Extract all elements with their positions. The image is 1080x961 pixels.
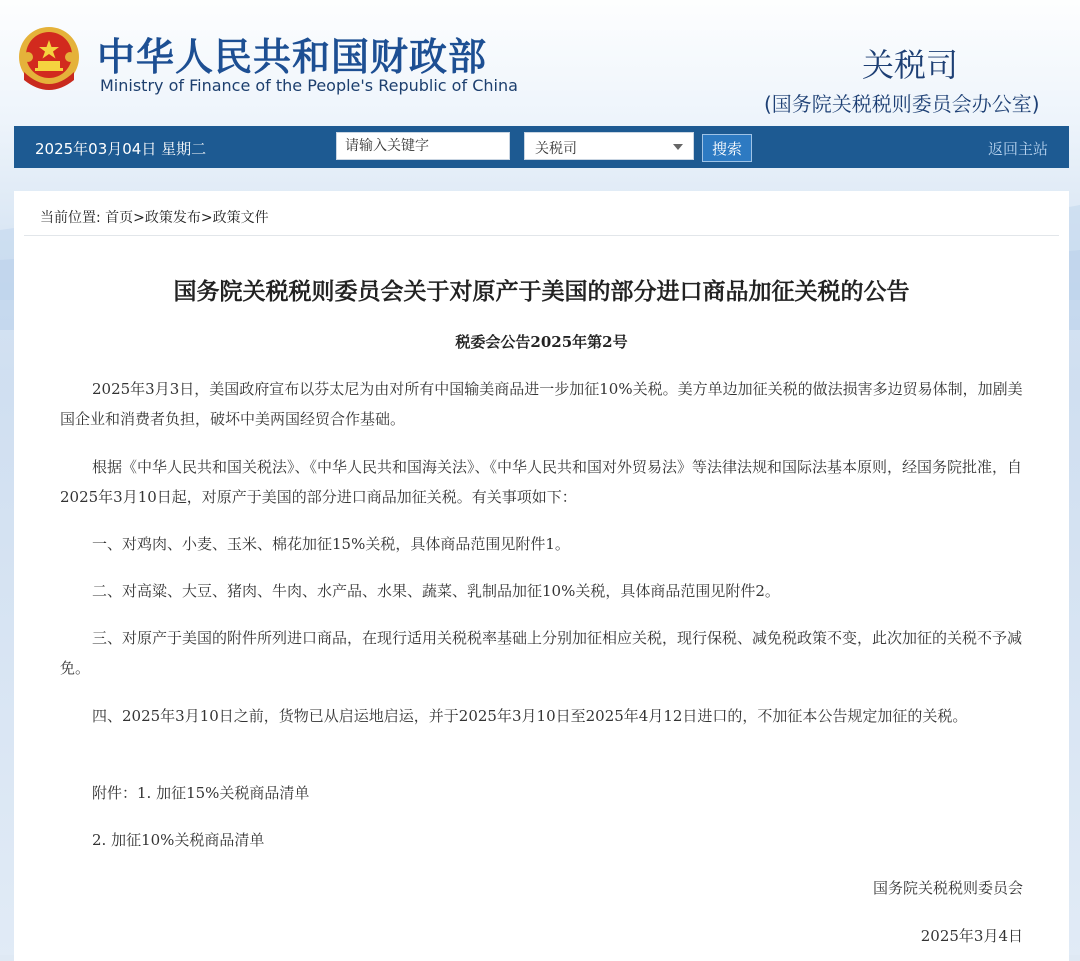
current-date: 2025年03月04日 星期二 [35, 140, 207, 158]
top-nav-bar [14, 126, 1069, 168]
article-title: 国务院关税税则委员会关于对原产于美国的部分进口商品加征关税的公告 [173, 279, 910, 305]
paragraph: 一、对鸡肉、小麦、玉米、棉花加征15%关税，具体商品范围见附件1。 [92, 535, 570, 553]
document-number: 税委会公告2025年第2号 [455, 333, 628, 351]
breadcrumb-divider [24, 235, 1059, 236]
signer: 国务院关税税则委员会 [872, 879, 1023, 897]
paragraph: 二、对高粱、大豆、猪肉、牛肉、水产品、水果、蔬菜、乳制品加征10%关税，具体商品范围见附件2。 [92, 582, 780, 600]
ministry-name-cn: 中华人民共和国财政部 [97, 35, 488, 79]
search-button[interactable]: 搜索 [702, 134, 752, 162]
breadcrumb[interactable]: 当前位置: 首页>政策发布>政策文件 [40, 210, 269, 226]
paragraph: 三、对原产于美国的附件所列进口商品，在现行适用关税税率基础上分别加征相应关税，现行保税、减免税政策不变，此次加征的关税不予减免。 [60, 629, 1023, 677]
paragraph: 四、2025年3月10日之前，货物已从启运地启运，并于2025年3月10日至2025年4月12日进口的，不加征本公告规定加征的关税。 [92, 707, 968, 725]
paragraph: 2025年3月3日，美国政府宣布以芬太尼为由对所有中国输美商品进一步加征10%关税。美方单边加征关税的做法损害多边贸易体制，加剧美国企业和消费者负担，破坏中美两国经贸合作基础。 [60, 380, 1023, 428]
chevron-down-icon [673, 144, 683, 150]
national-emblem-icon[interactable] [14, 24, 84, 94]
ministry-name-en: Ministry of Finance of the People's Republic of China [100, 76, 518, 95]
attachment-link[interactable]: 附件：1. 加征15%关税商品清单 [92, 784, 310, 802]
department-subtitle: (国务院关税税则委员会办公室) [764, 92, 1040, 116]
sign-date: 2025年3月4日 [920, 927, 1023, 945]
department-select-value: 关税司 [535, 141, 577, 157]
search-input[interactable]: 请输入关键字 [336, 132, 510, 160]
attachment-link[interactable]: 2. 加征10%关税商品清单 [92, 831, 265, 849]
department-select[interactable] [524, 132, 694, 160]
return-home-link[interactable]: 返回主站 [987, 140, 1048, 158]
site-header [0, 0, 1080, 120]
paragraph: 根据《中华人民共和国关税法》、《中华人民共和国海关法》、《中华人民共和国对外贸易法》等法律法规和国际法基本原则，经国务院批准，自2025年3月10日起，对原产于美国的部分进口商品加征关税。有关事项如下： [60, 458, 1023, 506]
article-panel [14, 191, 1069, 961]
department-name: 关税司 [862, 46, 959, 84]
